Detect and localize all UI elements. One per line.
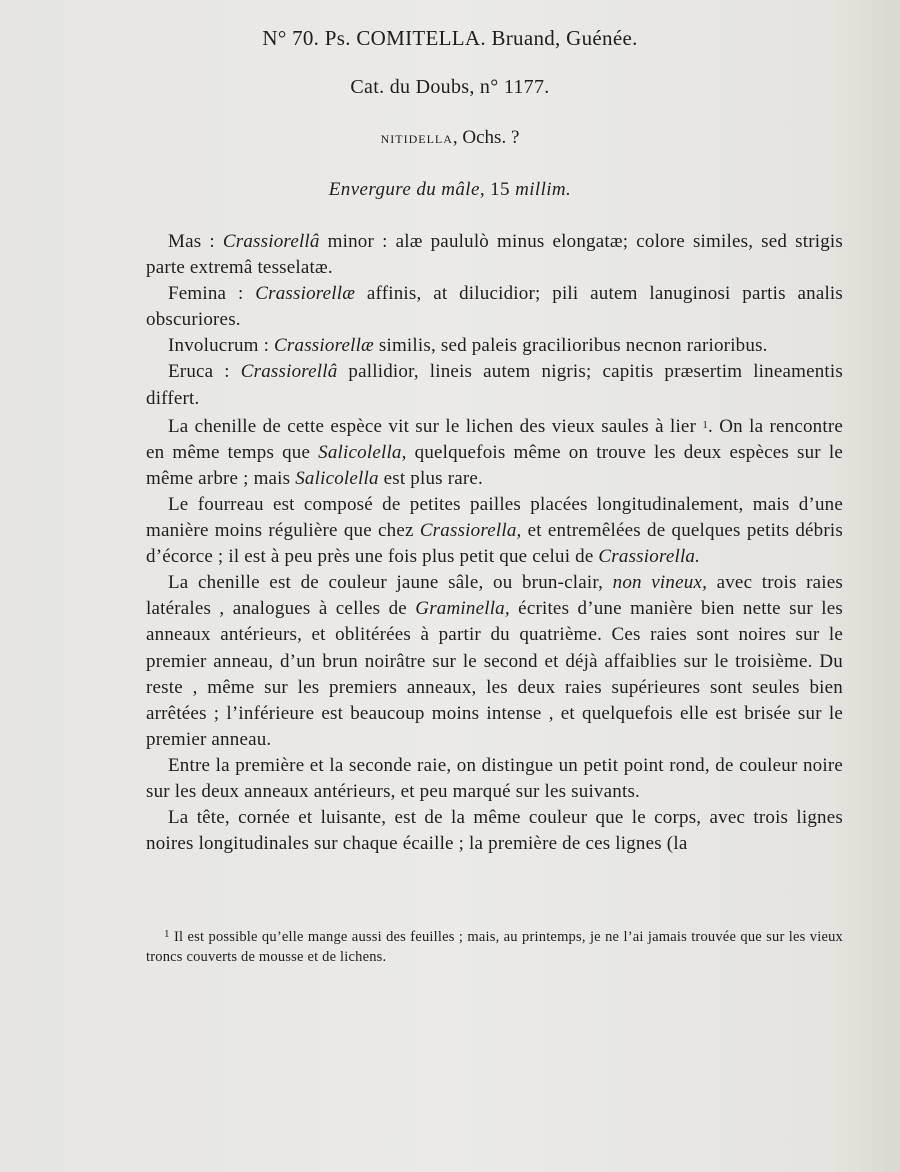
text-run: similis, sed paleis gracilioribus necnon rarioribus.	[373, 335, 768, 357]
species-name: Crassiorella,	[419, 520, 522, 542]
paragraph-point: Entre la première et la seconde raie, on distingue un petit point rond, de couleur noire sur les deux anneaux antérieurs, et peu marqué sur les suivants.	[146, 754, 843, 802]
paragraph-femina	[146, 281, 843, 333]
synonym-author: , Ochs. ?	[452, 127, 520, 148]
paragraph-fourreau	[146, 492, 843, 570]
text-run: La chenille de cette espèce vit sur le lichen des vieux saules à lier	[168, 415, 697, 437]
footnote-reference: 1	[702, 418, 709, 431]
text-run: La chenille est de couleur jaune sâle, ou brun-clair,	[168, 572, 613, 594]
text-run: avec trois raies latérales , analogues à celles de	[146, 572, 843, 620]
paragraph-eruca	[146, 359, 843, 411]
text-run: Mas :	[168, 231, 223, 252]
text-run: est plus rare.	[378, 467, 483, 489]
text-run: quelquefois même on trouve les deux espèces sur le même arbre ; mais	[146, 441, 843, 489]
catalogue-reference: Cat. du Doubs, n° 1177.	[350, 76, 550, 98]
text-run: minor : alæ paululò minus elongatæ; colore similes, sed strigis parte extremâ tesselatæ.	[146, 231, 843, 279]
footnote-mark: 1	[164, 928, 170, 940]
species-name: Graminella,	[415, 598, 510, 620]
text-run: Involucrum :	[168, 335, 275, 357]
species-name: Salicolella	[295, 467, 379, 489]
text-run: Eruca :	[168, 361, 241, 383]
footnote	[146, 924, 843, 967]
footnote-text	[146, 924, 843, 967]
synonym-line	[0, 127, 900, 149]
species-name: Crassiorellæ	[255, 283, 356, 305]
species-name: Salicolella,	[318, 441, 407, 463]
wingspan-value: 15	[490, 179, 510, 200]
text-run: affinis, at dilucidior; pili autem lanuginosi partis analis obscuriores.	[146, 283, 844, 331]
synonym-name: NITIDELLA	[380, 132, 453, 146]
species-name: Crassiorellâ	[240, 361, 338, 383]
wingspan-line	[0, 179, 900, 201]
wingspan-unit: millim.	[515, 179, 572, 200]
paragraph-mas	[146, 229, 843, 281]
paragraph-tete: La tête, cornée et luisante, est de la même couleur que le corps, avec trois lignes noires longitudinales sur chaque écaille ; la première de ces lignes (la	[146, 807, 843, 855]
species-name: Crassiorellæ	[274, 335, 374, 357]
paragraph-chenille	[146, 412, 843, 492]
text-run: et entremêlées de quelques petits débris d’écorce ; il est à peu près une fois plus petit que celui de	[146, 520, 843, 568]
wingspan-label: Envergure du mâle,	[328, 179, 485, 200]
paragraph-involucrum	[146, 333, 843, 359]
species-heading: N° 70. Ps. COMITELLA. Bruand, Guénée.	[262, 26, 638, 50]
text-run: Femina :	[168, 283, 256, 305]
text-run: . On la rencontre en même temps que	[146, 415, 843, 463]
footnote-body: Il est possible qu’elle mange aussi des feuilles ; mais, au printemps, je ne l’ai jamais trouvée que sur les vieux troncs couverts de mousse et de lichens.	[146, 929, 843, 965]
main-text	[146, 229, 843, 857]
text-run: écrites d’une manière bien nette sur les anneaux antérieurs, et oblitérées à partir du quatrième. Ces raies sont noires sur le premier anneau, d’un brun noirâtre sur le second et déjà affaiblies sur le troisième. Du reste , même sur les premiers anneaux, les deux raies supérieures sont seules bien arrêtées ; l’inférieure est beaucoup moins intense , et quelquefois elle est brisée sur le premier anneau.	[146, 598, 844, 750]
text-run: Le fourreau est composé de petites pailles placées longitudinalement, mais d’une manière moins régulière que chez	[146, 493, 843, 542]
species-name: Crassiorellâ	[222, 231, 320, 252]
paragraph-couleur	[146, 570, 843, 753]
italic-phrase: non vineux,	[612, 572, 708, 594]
text-run: pallidior, lineis autem nigris; capitis præsertim lineamentis differt.	[146, 361, 843, 409]
species-name: Crassiorella.	[598, 546, 701, 568]
